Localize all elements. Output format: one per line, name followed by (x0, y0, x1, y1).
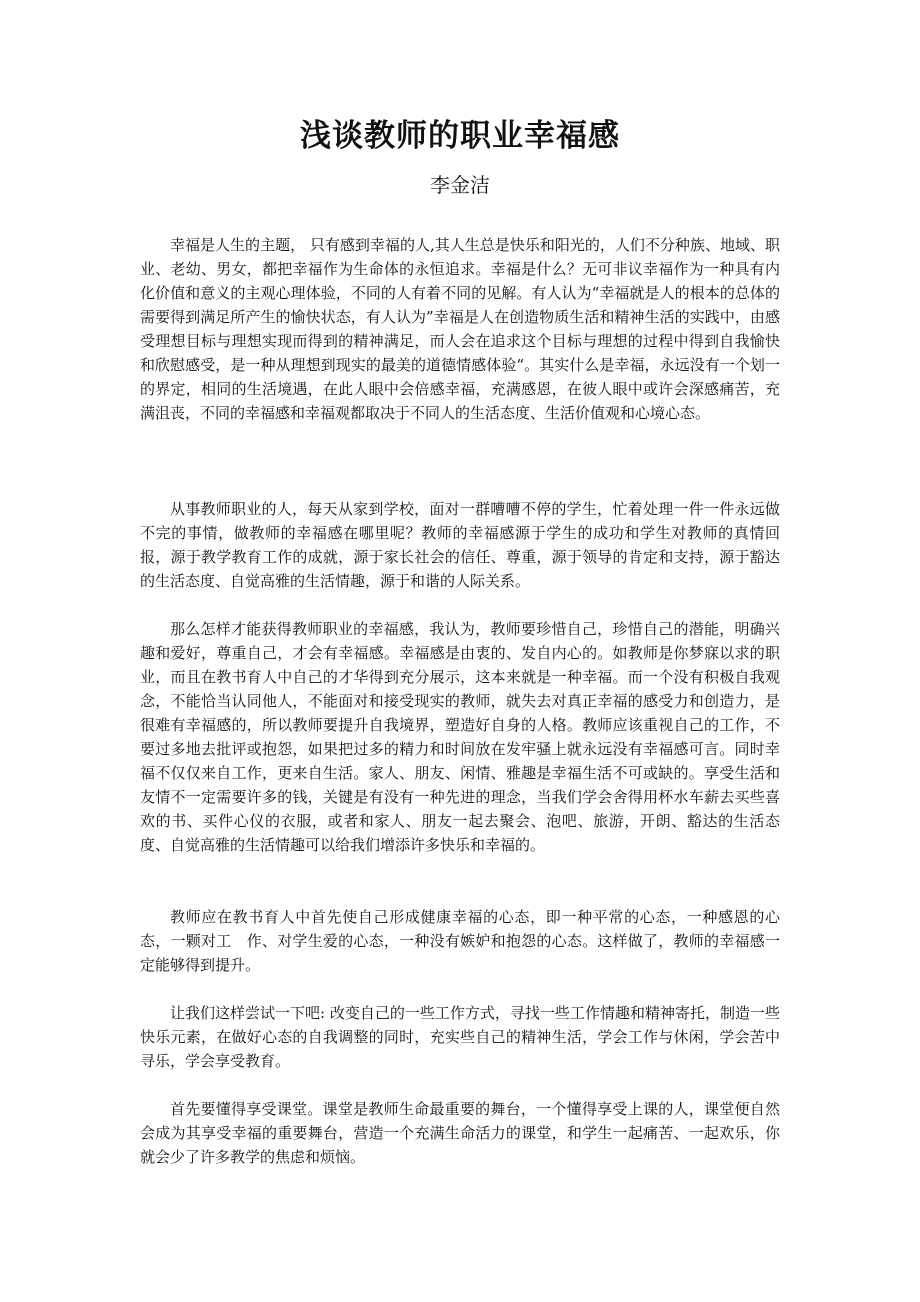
paragraph-5: 让我们这样尝试一下吧: 改变自己的一些工作方式，寻找一些工作情趣和精神寄托，制造一些快乐元素，在做好心态的自我调整的同时，充实些自己的精神生活，学会工作与休闲，学会苦中寻乐，学会享受教育。 (140, 1004, 780, 1070)
paragraph-2: 从事教师职业的人，每天从家到学校，面对一群嘈嘈不停的学生，忙着处理一件一件永远做不完的事情，做教师的幸福感在哪里呢？教师的幸福感源于学生的成功和学生对教师的真情回报，源于教学教育工作的成就，源于家长社会的信任、尊重，源于领导的肯定和支持，源于豁达的生活态度、自觉高雅的生活情趣，源于和谐的人际关系。 (140, 500, 780, 590)
paragraph-6: 首先要懂得享受课堂。课堂是教师生命最重要的舞台，一个懂得享受上课的人，课堂便自然会成为其享受幸福的重要舞台，营造一个充满生命活力的课堂，和学生一起痛苦、一起欢乐，你就会少了许多教学的焦虑和烦恼。 (140, 1100, 780, 1166)
author-name: 李金洁 (430, 173, 490, 197)
page-title: 浅谈教师的职业幸福感 (300, 118, 620, 154)
paragraph-3: 那么怎样才能获得教师职业的幸福感，我认为，教师要珍惜自己，珍惜自己的潜能，明确兴趣和爱好，尊重自己，才会有幸福感。幸福感是由衷的、发自内心的。如教师是你梦寐以求的职业，而且在教书育人中自己的才华得到充分展示，这本来就是一种幸福。而一个没有积极自我观念，不能恰当认同他人，不能面对和接受现实的教师，就失去对真正幸福的感受力和创造力，是很难有幸福感的，所以教师要提升自我境界，塑造好自身的人格。教师应该重视自己的工作，不要过多地去批评或抱怨，如果把过多的精力和时间放在发牢骚上就永远没有幸福感可言。同时幸福不仅仅来自工作，更来自生活。家人、朋友、闲情、雅趣是幸福生活不可或缺的。享受生活和友情不一定需要许多的钱，关键是有没有一种先进的理念，当我们学会舍得用杯水车薪去买些喜欢的书、买件心仪的衣服，或者和家人、朋友一起去聚会、泡吧、旅游，开朗、豁达的生活态度、自觉高雅的生活情趣可以给我们增添许多快乐和幸福的。 (140, 620, 780, 854)
paragraph-1: 幸福是人生的主题， 只有感到幸福的人,其人生总是快乐和阳光的，人们不分种族、地域、职业、老幼、男女，都把幸福作为生命体的永恒追求。幸福是什么？无可非议幸福作为一种具有内化价值和意义的主观心理体验，不同的人有着不同的见解。有人认为“幸福就是人的根本的总体的需要得到满足所产生的愉快状态，有人认为”幸福是人在创造物质生活和精神生活的实践中，由感受理想目标与理想实现而得到的精神满足，而人会在追求这个目标与理想的过程中得到自我愉快和欣慰感受，是一种从理想到现实的最美的道德情感体验“。其实什么是幸福，永远没有一个划一的界定，相同的生活境遇，在此人眼中会倍感幸福，充满感恩，在彼人眼中或许会深感痛苦，充满沮丧，不同的幸福感和幸福观都取决于不同人的生活态度、生活价值观和心境心态。 (140, 236, 780, 422)
paragraph-4: 教师应在教书育人中首先使自己形成健康幸福的心态，即一种平常的心态，一种感恩的心态，一颗对工 作、对学生爱的心态，一种没有嫉妒和抱怨的心态。这样做了，教师的幸福感一定能够得到提升。 (140, 908, 780, 974)
